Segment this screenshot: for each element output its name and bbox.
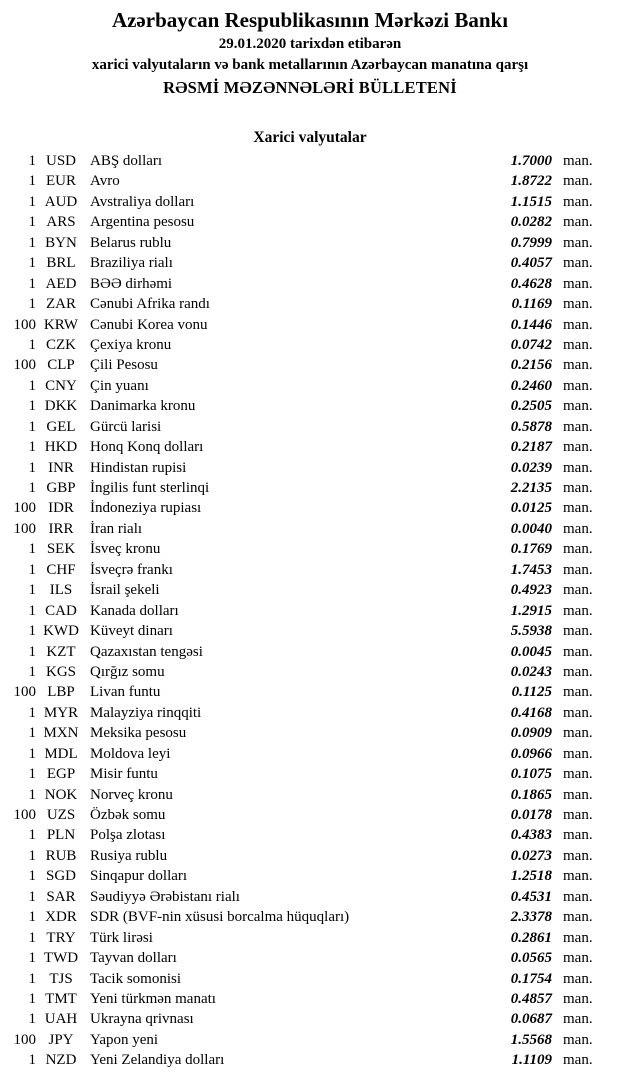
rate-value: 1.7453 — [510, 561, 552, 578]
currency-name: Çexiya kronu — [90, 336, 172, 353]
rate-value: 0.4383 — [510, 827, 552, 844]
currency-name: Tacik somonisi — [90, 970, 182, 987]
effective-date: 29.01.2020 tarixdən etibarən — [218, 36, 402, 52]
currency-code: CNY — [45, 377, 77, 394]
currency-code: KGS — [45, 663, 76, 680]
currency-name: Türk lirəsi — [90, 929, 153, 946]
quantity-value: 1 — [28, 1011, 36, 1028]
bulletin-subtitle: xarici valyutaların və bank metallarının Azərbaycan manatına qarşı — [91, 57, 529, 73]
currency-name: Honq Konq dolları — [90, 439, 204, 456]
unit-label: man. — [563, 500, 593, 517]
table-row — [0, 1050, 620, 1070]
table-row — [0, 928, 620, 948]
quantity-value: 1 — [28, 970, 36, 987]
rate-value: 0.0045 — [510, 643, 552, 660]
quantity-value: 1 — [28, 847, 36, 864]
quantity-value: 1 — [28, 1052, 36, 1069]
currency-code: TJS — [49, 970, 73, 987]
currency-code: IRR — [48, 520, 74, 537]
unit-label: man. — [563, 234, 593, 251]
currency-code: BYN — [45, 234, 77, 251]
quantity-value: 1 — [28, 950, 36, 967]
quantity-value: 1 — [28, 663, 36, 680]
currency-code: AED — [45, 275, 77, 292]
rate-value: 0.1169 — [511, 296, 552, 313]
rate-value: 0.0966 — [510, 745, 552, 762]
table-row — [0, 642, 620, 662]
currency-name: Malayziya rinqqiti — [90, 704, 202, 721]
currency-name: Norveç kronu — [90, 786, 173, 803]
rate-value: 0.1769 — [510, 541, 552, 558]
currency-name: Misir funtu — [90, 766, 158, 783]
quantity-value: 1 — [28, 275, 36, 292]
currency-code: AUD — [44, 193, 78, 210]
table-row — [0, 744, 620, 764]
unit-label: man. — [563, 950, 593, 967]
currency-name: İndoneziya rupiası — [90, 500, 202, 517]
currency-name: BƏƏ dirhəmi — [90, 275, 173, 292]
rate-value: 0.0282 — [510, 214, 552, 231]
quantity-value: 1 — [28, 234, 36, 251]
unit-label: man. — [563, 684, 593, 701]
quantity-value: 1 — [28, 602, 36, 619]
rate-value: 0.1865 — [510, 786, 552, 803]
currency-name: Avstraliya dolları — [90, 193, 195, 210]
currency-name: İngilis funt sterlinqi — [90, 480, 210, 496]
currency-name: Sinqapur dolları — [90, 868, 188, 885]
unit-label: man. — [563, 255, 593, 272]
rate-value: 0.0243 — [510, 663, 552, 680]
rate-value: 2.2135 — [510, 480, 552, 496]
quantity-value: 1 — [28, 745, 36, 762]
currency-code: XDR — [45, 909, 77, 926]
table-row — [0, 764, 620, 784]
currency-name: Çin yuanı — [90, 377, 149, 394]
unit-label: man. — [563, 807, 593, 823]
quantity-value: 1 — [28, 868, 36, 885]
currency-code: PLN — [46, 827, 76, 844]
table-row — [0, 233, 620, 253]
bank-name: Azərbaycan Respublikasının Mərkəzi Bankı — [111, 8, 509, 32]
quantity-value: 1 — [28, 255, 36, 272]
table-row — [0, 355, 620, 375]
rate-value: 0.1125 — [511, 684, 552, 701]
table-row — [0, 396, 620, 416]
currency-name: İsveçrə frankı — [90, 561, 173, 578]
rate-value: 0.0178 — [510, 807, 552, 823]
rate-value: 0.4628 — [510, 275, 552, 292]
quantity-value: 1 — [28, 480, 36, 496]
currency-name: Cənubi Korea vonu — [90, 316, 208, 333]
quantity-value: 1 — [28, 439, 36, 456]
unit-label: man. — [563, 418, 593, 435]
quantity-value: 100 — [13, 1031, 36, 1048]
table-row — [0, 253, 620, 273]
currency-name: Polşa zlotası — [90, 827, 166, 844]
quantity-value: 1 — [28, 704, 36, 721]
currency-name: Cənubi Afrika randı — [90, 296, 210, 313]
currency-code: SGD — [45, 868, 76, 885]
table-row — [0, 192, 620, 212]
currency-name: Gürcü larisi — [90, 418, 162, 435]
table-row — [0, 1009, 620, 1029]
unit-label: man. — [563, 725, 593, 742]
unit-label: man. — [563, 623, 593, 640]
rate-value: 0.5878 — [510, 418, 552, 435]
unit-label: man. — [563, 766, 593, 783]
unit-label: man. — [563, 459, 593, 476]
unit-label: man. — [563, 704, 593, 721]
currency-code: KRW — [43, 316, 79, 333]
table-row — [0, 866, 620, 886]
unit-label: man. — [563, 786, 593, 803]
quantity-value: 100 — [13, 520, 36, 537]
rate-value: 1.8722 — [510, 173, 552, 190]
rate-value: 0.4857 — [510, 990, 552, 1007]
currency-name: Rusiya rublu — [90, 847, 168, 864]
currency-code: INR — [48, 459, 74, 476]
quantity-value: 1 — [28, 582, 36, 599]
unit-label: man. — [563, 193, 593, 210]
unit-label: man. — [563, 480, 593, 496]
currency-code: RUB — [45, 847, 77, 864]
unit-label: man. — [563, 929, 593, 946]
currency-name: Danimarka kronu — [90, 398, 196, 415]
quantity-value: 100 — [13, 357, 36, 374]
table-row — [0, 621, 620, 641]
currency-code: KWD — [43, 623, 79, 640]
table-row — [0, 151, 620, 171]
quantity-value: 1 — [28, 418, 36, 435]
unit-label: man. — [563, 541, 593, 558]
currency-name: Livan funtu — [90, 684, 161, 701]
rate-value: 1.5568 — [510, 1031, 552, 1048]
currency-name: Özbək somu — [90, 807, 166, 823]
unit-label: man. — [563, 439, 593, 456]
currency-code: TWD — [43, 950, 79, 967]
currency-code: UAH — [44, 1011, 78, 1028]
rate-value: 0.1754 — [510, 970, 552, 987]
rate-value: 1.2518 — [510, 868, 552, 885]
unit-label: man. — [563, 643, 593, 660]
unit-label: man. — [563, 582, 593, 599]
currency-name: SDR (BVF-nin xüsusi borcalma hüquqları) — [90, 909, 350, 926]
unit-label: man. — [563, 357, 593, 374]
unit-label: man. — [563, 847, 593, 864]
currency-name: Küveyt dinarı — [90, 623, 173, 640]
currency-name: Qırğız somu — [90, 663, 165, 680]
unit-label: man. — [563, 377, 593, 394]
currency-name: Kanada dolları — [90, 602, 179, 619]
table-row — [0, 1030, 620, 1050]
currency-name: Yapon yeni — [90, 1031, 159, 1048]
rate-value: 0.4531 — [510, 888, 552, 905]
rate-value: 0.0040 — [510, 520, 552, 537]
currency-code: KZT — [46, 643, 76, 660]
quantity-value: 1 — [28, 459, 36, 476]
currency-code: GBP — [46, 480, 76, 496]
currency-name: Səudiyyə Ərəbistanı rialı — [90, 888, 240, 905]
currency-code: IDR — [48, 500, 74, 517]
currency-code: ILS — [49, 582, 73, 599]
currency-name: İran rialı — [90, 520, 143, 537]
currency-code: ZAR — [46, 296, 76, 313]
rate-value: 0.7999 — [510, 234, 552, 251]
table-row — [0, 274, 620, 294]
rate-value: 0.2187 — [510, 439, 552, 456]
currency-code: MYR — [43, 704, 79, 721]
table-row — [0, 703, 620, 723]
currency-name: Argentina pesosu — [90, 214, 195, 231]
currency-code: ARS — [46, 214, 76, 231]
unit-label: man. — [563, 1011, 593, 1028]
rate-value: 0.4168 — [510, 704, 552, 721]
currency-name: İsveç kronu — [90, 541, 161, 558]
rate-value: 0.2156 — [510, 357, 552, 374]
currency-code: HKD — [44, 439, 78, 456]
quantity-value: 1 — [28, 786, 36, 803]
unit-label: man. — [563, 561, 593, 578]
currency-name: Tayvan dolları — [90, 950, 177, 967]
quantity-value: 100 — [13, 807, 36, 823]
rate-value: 0.4057 — [510, 255, 552, 272]
quantity-value: 100 — [13, 500, 36, 517]
rate-value: 0.0273 — [510, 847, 552, 864]
currency-name: Yeni türkmən manatı — [90, 990, 216, 1007]
currency-code: CHF — [46, 561, 76, 578]
unit-label: man. — [563, 745, 593, 762]
quantity-value: 1 — [28, 766, 36, 783]
rate-value: 1.1109 — [511, 1052, 552, 1069]
unit-label: man. — [563, 398, 593, 415]
currency-code: MDL — [44, 745, 78, 762]
quantity-value: 1 — [28, 193, 36, 210]
currency-name: Meksika pesosu — [90, 725, 187, 742]
rate-value: 0.0742 — [510, 336, 552, 353]
rate-value: 1.2915 — [510, 602, 552, 619]
unit-label: man. — [563, 214, 593, 231]
quantity-value: 1 — [28, 827, 36, 844]
rate-value: 0.1075 — [510, 766, 552, 783]
unit-label: man. — [563, 990, 593, 1007]
quantity-value: 1 — [28, 623, 36, 640]
unit-label: man. — [563, 909, 593, 926]
bulletin-title: RƏSMİ MƏZƏNNƏLƏRİ BÜLLETENİ — [163, 78, 457, 97]
unit-label: man. — [563, 520, 593, 537]
rate-value: 0.2861 — [510, 929, 552, 946]
quantity-value: 1 — [28, 561, 36, 578]
table-row — [0, 682, 620, 702]
currency-name: Belarus rublu — [90, 234, 172, 251]
quantity-value: 1 — [28, 990, 36, 1007]
quantity-value: 1 — [28, 173, 36, 190]
rate-value: 5.5938 — [510, 623, 552, 640]
currency-code: NOK — [44, 786, 78, 803]
table-row — [0, 294, 620, 314]
table-row — [0, 785, 620, 805]
currency-code: EUR — [46, 173, 76, 190]
currency-code: CZK — [46, 336, 76, 353]
currency-name: Braziliya rialı — [90, 255, 173, 272]
currency-code: TRY — [46, 929, 76, 946]
currency-code: USD — [45, 153, 76, 169]
currency-code: NZD — [45, 1052, 77, 1069]
unit-label: man. — [563, 868, 593, 885]
quantity-value: 100 — [13, 316, 36, 333]
unit-label: man. — [563, 602, 593, 619]
currency-code: EGP — [46, 766, 76, 783]
unit-label: man. — [563, 296, 593, 313]
currency-code: SAR — [46, 888, 76, 905]
table-row — [0, 315, 620, 335]
currency-code: UZS — [46, 807, 76, 823]
currency-name: Çili Pesosu — [90, 357, 158, 374]
table-row — [0, 458, 620, 478]
rate-value: 1.7000 — [510, 153, 552, 169]
table-row — [0, 907, 620, 927]
quantity-value: 1 — [28, 377, 36, 394]
currency-code: GEL — [46, 418, 76, 435]
rate-value: 2.3378 — [510, 909, 552, 926]
quantity-value: 100 — [13, 684, 36, 701]
quantity-value: 1 — [28, 725, 36, 742]
unit-label: man. — [563, 336, 593, 353]
unit-label: man. — [563, 153, 593, 169]
currency-code: SEK — [46, 541, 76, 558]
section-title: Xarici valyutalar — [253, 129, 367, 146]
quantity-value: 1 — [28, 909, 36, 926]
currency-code: BRL — [46, 255, 76, 272]
currency-name: Ukrayna qrivnası — [90, 1011, 194, 1028]
table-row — [0, 887, 620, 907]
quantity-value: 1 — [28, 888, 36, 905]
currency-code: DKK — [44, 398, 78, 415]
table-row — [0, 417, 620, 437]
unit-label: man. — [563, 888, 593, 905]
unit-label: man. — [563, 1031, 593, 1048]
table-row — [0, 580, 620, 600]
table-row — [0, 948, 620, 968]
table-row — [0, 969, 620, 989]
unit-label: man. — [563, 827, 593, 844]
rate-value: 0.1446 — [510, 316, 552, 333]
currency-name: Yeni Zelandiya dolları — [90, 1052, 225, 1069]
currency-name: Avro — [90, 173, 120, 190]
currency-name: Hindistan rupisi — [90, 459, 187, 476]
table-row — [0, 437, 620, 457]
table-row — [0, 498, 620, 518]
rate-value: 1.1515 — [510, 193, 552, 210]
table-row — [0, 539, 620, 559]
rates-table — [0, 151, 620, 1071]
currency-code: CAD — [45, 602, 77, 619]
rate-value: 0.0565 — [510, 950, 552, 967]
table-row — [0, 846, 620, 866]
table-row — [0, 171, 620, 191]
table-row — [0, 335, 620, 355]
currency-code: CLP — [47, 357, 75, 374]
table-row — [0, 560, 620, 580]
quantity-value: 1 — [28, 398, 36, 415]
table-row — [0, 662, 620, 682]
rate-value: 0.0909 — [510, 725, 552, 742]
rate-value: 0.0125 — [510, 500, 552, 517]
rate-value: 0.4923 — [510, 582, 552, 599]
rate-value: 0.0239 — [510, 459, 552, 476]
unit-label: man. — [563, 1052, 593, 1069]
table-row — [0, 478, 620, 498]
currency-name: Moldova leyi — [90, 745, 171, 762]
currency-name: İsrail şekeli — [90, 582, 160, 599]
table-row — [0, 989, 620, 1009]
table-row — [0, 212, 620, 232]
currency-code: MXN — [43, 725, 79, 742]
unit-label: man. — [563, 275, 593, 292]
table-row — [0, 805, 620, 825]
table-row — [0, 723, 620, 743]
currency-code: JPY — [48, 1031, 74, 1048]
quantity-value: 1 — [28, 541, 36, 558]
currency-name: ABŞ dolları — [90, 153, 163, 169]
rate-value: 0.2505 — [510, 398, 552, 415]
table-row — [0, 519, 620, 539]
quantity-value: 1 — [28, 336, 36, 353]
currency-code: LBP — [47, 684, 75, 701]
rate-value: 0.0687 — [510, 1011, 552, 1028]
table-row — [0, 601, 620, 621]
quantity-value: 1 — [28, 929, 36, 946]
unit-label: man. — [563, 970, 593, 987]
unit-label: man. — [563, 316, 593, 333]
quantity-value: 1 — [28, 296, 36, 313]
table-row — [0, 825, 620, 845]
currency-code: TMT — [45, 990, 77, 1007]
bulletin-header — [0, 0, 620, 99]
currency-name: Qazaxıstan tengəsi — [90, 643, 203, 660]
table-row — [0, 376, 620, 396]
unit-label: man. — [563, 173, 593, 190]
unit-label: man. — [563, 663, 593, 680]
rate-value: 0.2460 — [510, 377, 552, 394]
quantity-value: 1 — [28, 153, 36, 169]
quantity-value: 1 — [28, 214, 36, 231]
quantity-value: 1 — [28, 643, 36, 660]
